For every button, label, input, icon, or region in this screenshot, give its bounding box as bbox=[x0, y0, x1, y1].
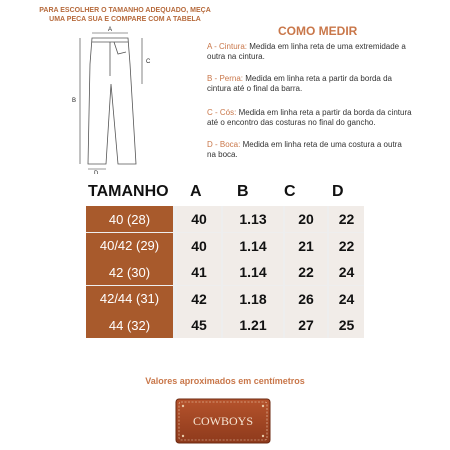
logo-text: COWBOYS bbox=[192, 414, 254, 428]
value-cell-a: 42 bbox=[177, 286, 221, 312]
value-cell-b: 1.13 bbox=[223, 206, 283, 232]
measure-item-d bbox=[207, 140, 443, 160]
value-cell-c: 21 bbox=[285, 233, 327, 259]
cowboys-logo bbox=[175, 398, 271, 444]
value-cell-a: 40 bbox=[177, 206, 221, 232]
value-cell-d: 22 bbox=[329, 233, 364, 259]
footnote: Valores aproximados em centímetros bbox=[145, 376, 305, 386]
measure-desc-b-line1: Medida em linha reta a partir da borda da bbox=[245, 74, 393, 83]
table-row bbox=[86, 286, 364, 312]
header-c: C bbox=[284, 183, 296, 200]
header-d: D bbox=[332, 183, 344, 200]
pants-diagram bbox=[58, 24, 168, 174]
intro-line-1: PARA ESCOLHER O TAMANHO ADEQUADO, MEÇA bbox=[39, 7, 211, 14]
measure-desc-c-line1: Medida em linha reta a partir da borda da cintura bbox=[238, 108, 412, 117]
value-cell-a: 41 bbox=[177, 259, 221, 285]
measure-code-d: D - Boca: bbox=[207, 140, 241, 149]
intro-line-2: UMA PECA SUA E COMPARE COM A TABELA bbox=[49, 16, 201, 23]
table-row bbox=[86, 312, 364, 338]
header-a: A bbox=[190, 183, 202, 200]
value-cell-d: 25 bbox=[329, 312, 364, 338]
pants-pocket bbox=[114, 42, 126, 54]
measure-code-a: A - Cintura: bbox=[207, 42, 248, 51]
measure-item-c bbox=[207, 108, 443, 128]
measure-code-b: B - Perna: bbox=[207, 74, 244, 83]
measure-desc-a-line1: Medida em linha reta de uma extremidade a bbox=[249, 42, 406, 51]
measure-code-c: C - Cós: bbox=[207, 108, 237, 117]
table-row bbox=[86, 233, 364, 259]
size-cell: 40 (28) bbox=[86, 206, 173, 232]
value-cell-b: 1.14 bbox=[223, 233, 283, 259]
measure-desc-a-line2: outra na cintura. bbox=[207, 52, 265, 61]
size-cell: 44 (32) bbox=[86, 312, 173, 338]
measure-item-b bbox=[207, 74, 443, 94]
measure-desc-b-line2: cintura até o final da barra. bbox=[207, 84, 303, 93]
measure-desc-c-line2: até o encontro das costuras no final do gancho. bbox=[207, 118, 376, 127]
value-cell-b: 1.21 bbox=[223, 312, 283, 338]
value-cell-a: 45 bbox=[177, 312, 221, 338]
value-cell-c: 27 bbox=[285, 312, 327, 338]
size-cell: 42/44 (31) bbox=[86, 286, 173, 312]
value-cell-c: 22 bbox=[285, 259, 327, 285]
value-cell-d: 24 bbox=[329, 259, 364, 285]
table-row bbox=[86, 206, 364, 232]
measure-desc-d-line1: Medida em linha reta de uma costura a outra bbox=[242, 140, 402, 149]
label-b: B bbox=[72, 98, 77, 104]
label-c: C bbox=[146, 59, 151, 65]
size-cell: 42 (30) bbox=[86, 259, 173, 285]
value-cell-b: 1.14 bbox=[223, 259, 283, 285]
table-row bbox=[86, 259, 364, 285]
measure-item-a bbox=[207, 42, 443, 62]
value-cell-d: 22 bbox=[329, 206, 364, 232]
measure-desc-d-line2: na boca. bbox=[207, 150, 238, 159]
value-cell-c: 26 bbox=[285, 286, 327, 312]
value-cell-c: 20 bbox=[285, 206, 327, 232]
value-cell-d: 24 bbox=[329, 286, 364, 312]
label-d: D bbox=[94, 171, 99, 174]
size-cell: 40/42 (29) bbox=[86, 233, 173, 259]
label-a: A bbox=[108, 27, 113, 33]
value-cell-a: 40 bbox=[177, 233, 221, 259]
size-table bbox=[86, 206, 364, 338]
header-b: B bbox=[237, 183, 249, 200]
measure-title: COMO MEDIR bbox=[278, 24, 358, 38]
pants-outline bbox=[88, 38, 136, 164]
value-cell-b: 1.18 bbox=[223, 286, 283, 312]
intro-text bbox=[10, 6, 240, 24]
header-size: TAMANHO bbox=[88, 183, 169, 200]
